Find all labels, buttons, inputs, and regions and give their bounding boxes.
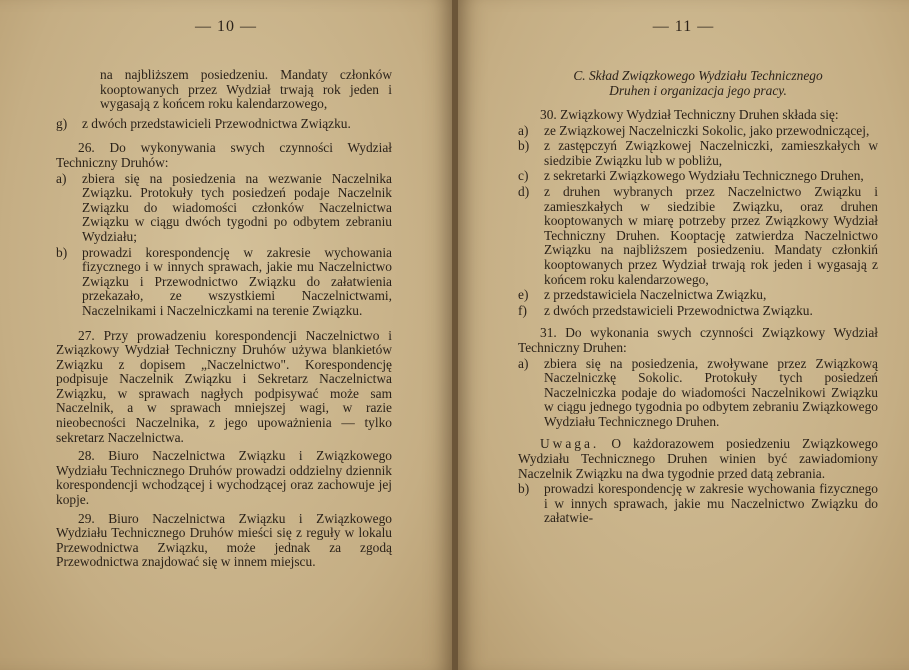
list-label: b)	[56, 244, 68, 260]
list-label: a)	[518, 122, 529, 138]
list-item-g	[56, 117, 392, 132]
list-label: c)	[518, 168, 529, 184]
list-label: a)	[56, 170, 67, 186]
list-item-30e	[518, 288, 878, 303]
list-item-30d	[518, 185, 878, 287]
list-text: ze Związkowej Naczelniczki Sokolic, jako przewodniczącej,	[544, 122, 870, 138]
paragraph-30: 30. Związkowy Wydział Techniczny Druhen składa się:	[540, 107, 839, 122]
list-item-26b	[56, 246, 392, 319]
list-item-30f	[518, 304, 878, 319]
uwaga-label: Uwaga.	[540, 436, 600, 452]
list-text: z dwóch przedstawicieli Przewodnictwa Związku.	[544, 302, 813, 318]
page-number-right: — 11 —	[652, 18, 715, 35]
list-text: zbiera się na posiedzenia na wezwanie Naczelnika Związku. Protokuły tych posiedzeń podaje Naczelnik Związku do wiadomości członków Naczelnictwa Związku w ciągu dwóch tygodni po odbytem zebraniu Wydziału;	[82, 170, 392, 244]
left-page	[0, 0, 452, 670]
list-item-30b	[518, 139, 878, 168]
list-item-30a	[518, 124, 878, 139]
list-text: z sekretarki Związkowego Wydziału Technicznego Druhen,	[544, 168, 864, 184]
continuation-paragraph: na najbliższem posiedzeniu. Mandaty członków kooptowanych przez Wydział trwają rok jeden i wygasają z końcem roku kalendarzowego,	[100, 67, 392, 112]
list-text: prowadzi korespondencję w zakresie wychowania fizycznego i w innych sprawach, jakie mu Naczelnictwo Związku i Przewodnictwo Związku do załatwienia przekazało, ze wszystkiemi Naczelnictwami, Naczelnikami i Naczelniczkami na terenie Związku.	[82, 244, 392, 318]
paragraph-28: 28. Biuro Naczelnictwa Związku i Związkowego Wydziału Technicznego Druhów prowadzi oddzielny dziennik korespondencji wchodzącej i wychodzącej oraz zachowuje jej kopje.	[56, 448, 392, 508]
right-page-text	[518, 68, 878, 526]
list-label: f)	[518, 302, 527, 318]
list-item-31a	[518, 357, 878, 430]
list-text: zbiera się na posiedzenia, zwoływane przez Związkową Naczelniczkę Sokolic. Protokuły tych posiedzeń Naczelniczka podaje do wiadomości Naczelnikowi Związku w ciągu jednego tygodnia po odbytem zebraniu Związkowego Wydziału Technicznego Druhen.	[544, 355, 878, 429]
uwaga-text: O każdorazowem posiedzeniu Związkowego Wydziału Technicznego Druhen winien być zawiadomiony Naczelnik Związku na dwa tygodnie przed datą zebrania.	[518, 436, 878, 481]
right-page	[458, 0, 909, 670]
list-text: z dwóch przedstawicieli Przewodnictwa Związku.	[82, 115, 351, 131]
paragraph-29: 29. Biuro Naczelnictwa Związku i Związkowego Wydziału Technicznego Druhów mieści się z reguły w lokalu Przewodnictwa Związku, może jednak za zgodą Przewodnictwa znajdować się w innem miejscu.	[56, 510, 392, 570]
section-title-line-1: C. Skład Związkowego Wydziału Technicznego	[573, 68, 823, 83]
list-text: z zastępczyń Związkowej Naczelniczki, zamieszkałych w siedzibie Związku lub w pobliżu,	[544, 138, 878, 168]
list-text: z przedstawiciela Naczelnictwa Związku,	[544, 287, 767, 303]
list-label: g)	[56, 115, 68, 131]
page-number-left: — 10 —	[195, 18, 257, 35]
paragraph-31: 31. Do wykonania swych czynności Związkowy Wydział Techniczny Druhen:	[518, 325, 878, 355]
left-page-text	[56, 68, 392, 570]
list-text: prowadzi korespondencję w zakresie wychowania fizycznego i w innych sprawach, jakie mu Naczelnictwo Związku do załatwie-	[544, 481, 878, 526]
list-label: d)	[518, 183, 530, 199]
uwaga-note	[518, 437, 878, 481]
list-label: a)	[518, 355, 529, 371]
paragraph-26: 26. Do wykonywania swych czynności Wydział Techniczny Druhów:	[56, 140, 392, 170]
list-label: b)	[518, 138, 530, 154]
list-item-30c	[518, 169, 878, 184]
section-title-line-2: Druhen i organizacja jego pracy.	[609, 83, 787, 98]
list-label: b)	[518, 481, 530, 497]
paragraph-27: 27. Przy prowadzeniu korespondencji Naczelnictwo i Związkowy Wydział Techniczny Druhów używa blankietów Związku z dopisem „Naczelnictwo". Korespondencję podpisuje Naczelnik Związku i Sekretarz Naczelnictwa Związku, w sprawach nagłych podpisywać może sam Naczelnik, a w sprawach mniejszej wagi, w razie nieobecności Naczelnika, z jego upoważnienia — tylko sekretarz Naczelnictwa.	[56, 327, 392, 445]
list-item-26a	[56, 172, 392, 245]
list-text: z druhen wybranych przez Naczelnictwo Związku i zamieszkałych w siedzibie Związku, oraz druhen kooptowanych w miarę potrzeby przez Związkowy Wydział Techniczny Druhen. Kooptację zatwierdza Naczelnictwo Związku na najbliższem posiedzeniu. Mandaty członkiń kooptowanych przez Wydział trwają rok jeden i wygasają z końcem roku kalendarzowego,	[544, 183, 878, 287]
list-label: e)	[518, 287, 529, 303]
list-item-31b	[518, 482, 878, 526]
